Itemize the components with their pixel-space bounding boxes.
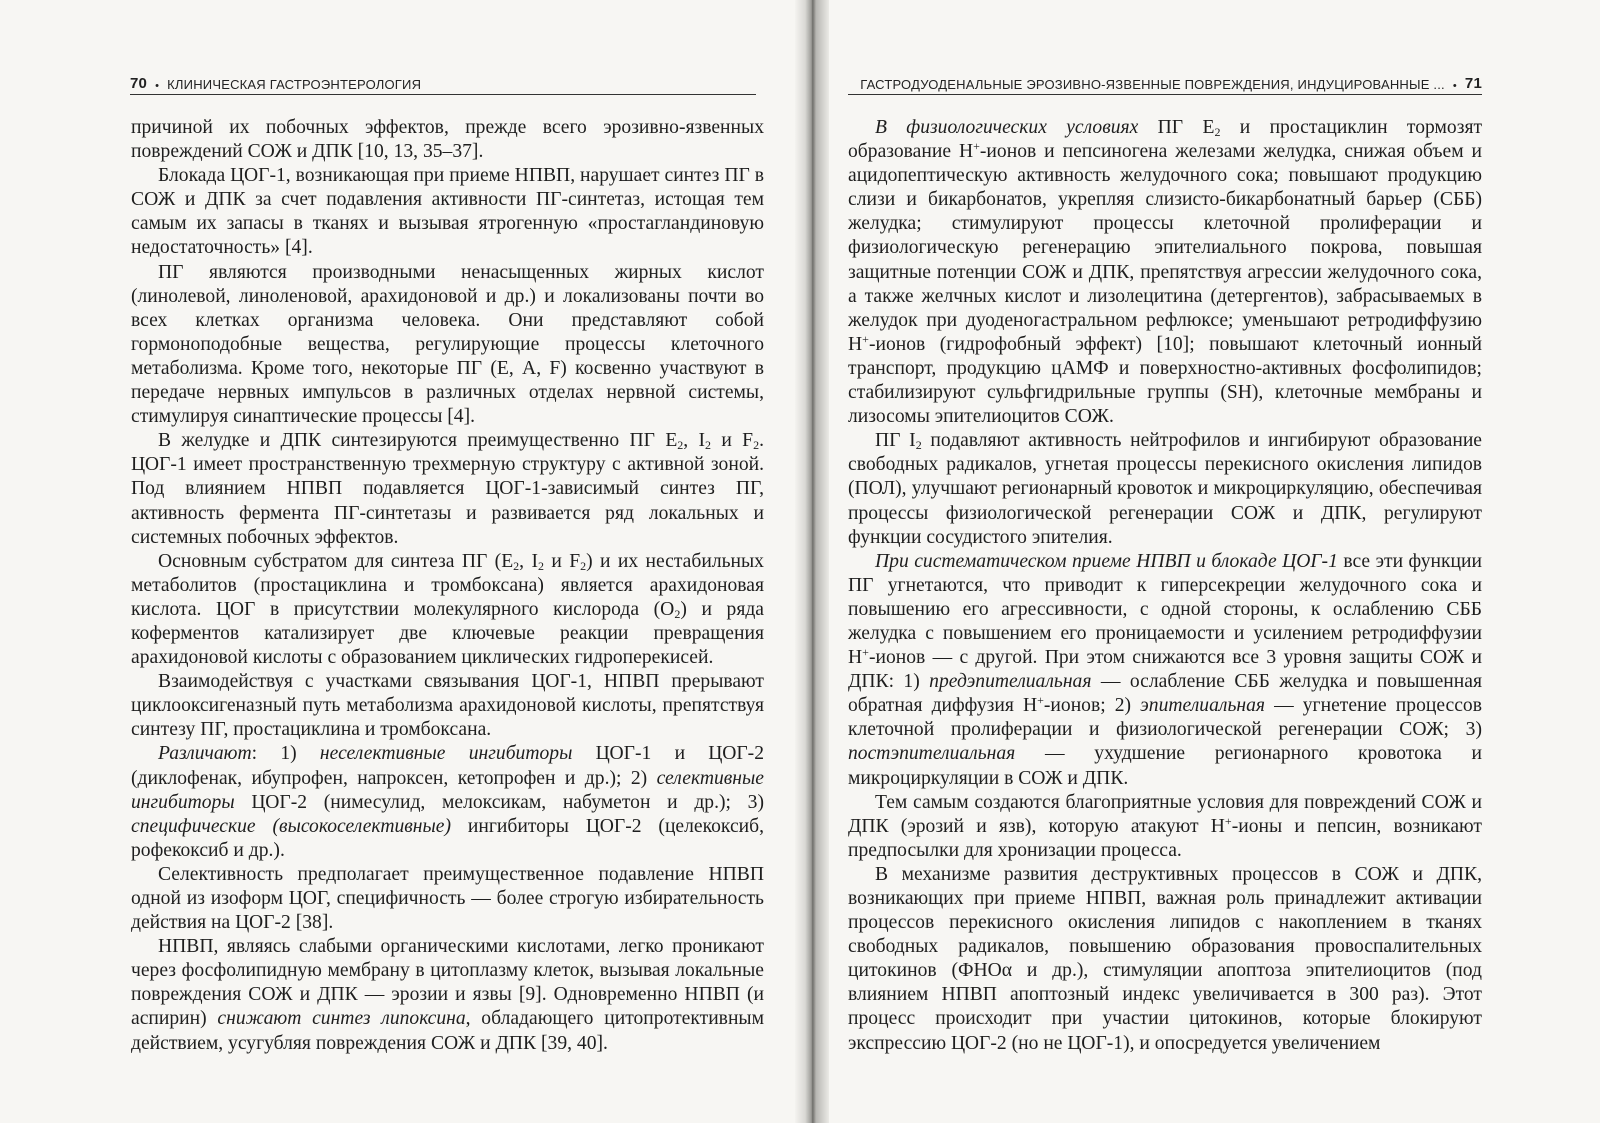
paragraph: В механизме развития деструктивных процессов в СОЖ и ДПК, возникающих при приеме НПВП, важная роль принадлежит активации процессов перекисного окисления липидов с накоплением в тканях свободных радикалов, повышению образования провоспалительных цитокинов (ФНОα и др.), стимуляции апоптоза эпителиоцитов (под влиянием НПВП апоптозный индекс увеличивается в 300 раз). Этот процесс происходит при участии цитокинов, которые блокируют экспрессию ЦОГ-2 (но не ЦОГ-1), и опосредуется увеличением [848, 863, 1482, 1054]
left-running-header [130, 70, 756, 95]
paragraph: Взаимодействуя с участками связывания ЦОГ-1, НПВП прерывают циклооксигеназный путь метаболизма арахидоновой кислоты, препятствуя синтезу ПГ, простациклина и тромбоксана. [131, 671, 764, 741]
header-bullet: • [1452, 80, 1457, 92]
paragraph: Блокада ЦОГ-1, возникающая при приеме НПВП, нарушает синтез ПГ в СОЖ и ДПК за счет подавления активности ПГ-синтетаз, истощая тем самым их запасы в тканях и вызывая ятрогенную «простагландиновую недостаточность» [4]. [131, 165, 764, 259]
right-running-title: ГАСТРОДУОДЕНАЛЬНЫЕ ЭРОЗИВНО-ЯЗВЕННЫЕ ПОВРЕЖДЕНИЯ, ИНДУЦИРОВАННЫЕ ... [860, 77, 1445, 92]
left-page-number: 70 [130, 75, 148, 92]
paragraph: ПГ $I_2$ подавляют активность нейтрофилов и ингибируют образование свободных радикалов, угнетая процессы перекисного окисления липидов (ПОЛ), улучшают регионарный кровоток и микроциркуляцию, обеспечивая процессы физиологической регенерации СОЖ и ДПК, регулируют функции сосудистого эпителия. [848, 430, 1483, 548]
paragraph: Основным субстратом для синтеза ПГ ($Е_2$, $I_2$ и $F_2$) и их нестабильных метаболитов (простациклина и тромбоксана) является арахидоновая кислота. ЦОГ в присутствии молекулярного кислорода $(O_2)$ и ряда коферментов катализирует две ключевые реакции превращения арахидоновой кислоты с образованием циклических гидроперекисей. [131, 550, 764, 669]
paragraph: В желудке и ДПК синтезируются преимущественно ПГ $Е_2$, $I_2$ и $F_2$. ЦОГ-1 имеет пространственную трехмерную структуру с активной зоной. Под влиянием НПВП подавляется ЦОГ-1-зависимый синтез ПГ, активность фермента ПГ-синтетазы и развивается ряд локальных и системных побочных эффектов. [131, 430, 764, 548]
right-page-number: 71 [1464, 75, 1482, 92]
book-gutter [795, 0, 829, 1123]
paragraph: Тем самым создаются благоприятные условия для повреждений СОЖ и ДПК (эрозий и язв), которую атакуют Н+-ионы и пепсин, возникают предпосылки для хронизации процесса. [848, 791, 1482, 861]
left-running-title: КЛИНИЧЕСКАЯ ГАСТРОЭНТЕРОЛОГИЯ [167, 77, 422, 92]
header-bullet: • [155, 80, 160, 92]
paragraph: ПГ являются производными ненасыщенных жирных кислот (линолевой, линоленовой, арахидоновой и др.) и локализованы почти во всех клетках организма человека. Они представляют собой гормоноподобные вещества, регулирующие процессы клеточного метаболизма. Кроме того, некоторые ПГ (Е, А, F) косвенно участвуют в передаче нервных импульсов в различных отделах нервной системы, стимулируя синаптические процессы [4]. [131, 261, 764, 428]
paragraph: причиной их побочных эффектов, прежде всего эрозивно-язвенных повреждений СОЖ и ДПК [10, 13, 35–37]. [131, 117, 764, 163]
paragraph: В физиологических условиях ПГ $Е_2$ и простациклин тормозят образование Н+-ионов и пепсиногена железами желудка, снижая объем и ацидопептическую активность желудочного сока; повышают продукцию слизи и бикарбонатов, укрепляя слизисто-бикарбонатный барьер (СББ) желудка; стимулируют процессы клеточной пролиферации и физиологическую регенерацию эпителиального покрова, повышая защитные потенции СОЖ и ДПК, препятствуя агрессии желудочного сока, а также желчных кислот и лизолецитина (детергентов), забрасываемых в желудок при дуоденогастральном рефлюксе; уменьшают ретродиффузию Н+-ионов (гидрофобный эффект) [10]; повышают клеточный ионный транспорт, продукцию цАМФ и поверхностно-активных фосфолипидов; стабилизируют сульфгидрильные группы (SH), клеточные мембраны и лизосомы эпителиоцитов СОЖ. [848, 117, 1483, 428]
paragraph: НПВП, являясь слабыми органическими кислотами, легко проникают через фосфолипидную мембрану в цитоплазму клеток, вызывая локальные повреждения СОЖ и ДПК — эрозии и язвы [9]. Одновременно НПВП (и аспирин) снижают синтез липоксина, обладающего цитопротективным действием, усугубляя повреждения СОЖ и ДПК [39, 40]. [131, 936, 764, 1054]
left-body-text [131, 116, 764, 1056]
paragraph: Селективность предполагает преимущественное подавление НПВП одной из изоформ ЦОГ, специфичность — более строгую избирательность действия на ЦОГ-2 [38]. [131, 863, 764, 934]
right-running-header [848, 70, 1482, 95]
right-body-text [848, 116, 1482, 1056]
paragraph: При систематическом приеме НПВП и блокаде ЦОГ-1 все эти функции ПГ угнетаются, что приводит к гиперсекреции желудочного сока и повышению его агрессивности, с одной стороны, к ослаблению СББ желудка с повышением его проницаемости и усилением ретродиффузии Н+-ионов — с другой. При этом снижаются все 3 уровня защиты СОЖ и ДПК: 1) предэпителиальная — ослабление СББ желудка и повышенная обратная диффузия Н+-ионов; 2) эпителиальная — угнетение процессов клеточной пролиферации и физиологической регенерации СОЖ; 3) постэпителиальная — ухудшение регионарного кровотока и микроциркуляции в СОЖ и ДПК. [848, 550, 1482, 789]
paragraph: Различают: 1) неселективные ингибиторы ЦОГ-1 и ЦОГ-2 (диклофенак, ибупрофен, напроксен, кетопрофен и др.); 2) селективные ингибиторы ЦОГ-2 (нимесулид, мелоксикам, набуметон и др.); 3) специфические (высокоселективные) ингибиторы ЦОГ-2 (целекоксиб, рофекоксиб и др.). [131, 743, 765, 861]
